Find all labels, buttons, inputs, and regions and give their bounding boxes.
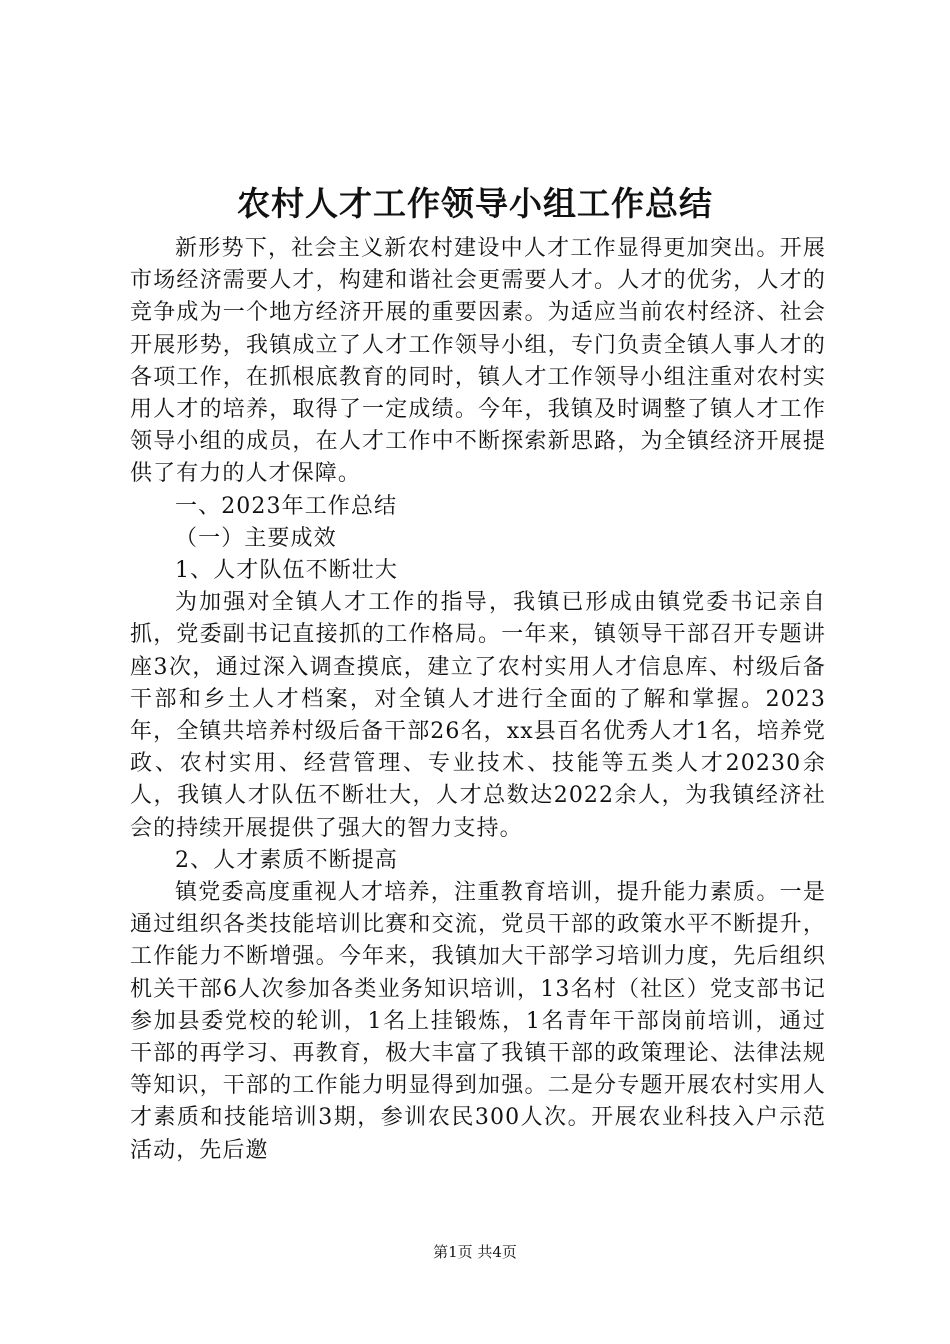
paragraph-item-1: 为加强对全镇人才工作的指导，我镇已形成由镇党委书记亲自抓，党委副书记直接抓的工作格局。一年来，镇领导干部召开专题讲座3次，通过深入调查摸底，建立了农村实用人才信息库、村级后备干部和乡土人才档案，对全镇人才进行全面的了解和掌握。2023年，全镇共培养村级后备干部26名，xx县百名优秀人才1名，培养党政、农村实用、经营管理、专业技术、技能等五类人才20230余人，我镇人才队伍不断壮大，人才总数达2022余人，为我镇经济社会的持续开展提供了强大的智力支持。 — [130, 590, 827, 841]
page-number-footer: 第1页 共4页 — [433, 1243, 517, 1261]
document-title: 农村人才工作领导小组工作总结 — [237, 184, 713, 223]
document-body — [130, 233, 826, 1167]
heading-section-1: 一、2023年工作总结 — [175, 493, 398, 519]
heading-item-1: 1、人才队伍不断壮大 — [175, 558, 398, 584]
paragraph-intro: 新形势下，社会主义新农村建设中人才工作显得更加突出。开展市场经济需要人才，构建和谐社会更需要人才。人才的优劣，人才的竞争成为一个地方经济开展的重要因素。为适应当前农村经济、社会开展形势，我镇成立了人才工作领导小组，专门负责全镇人事人才的各项工作，在抓根底教育的同时，镇人才工作领导小组注重对农村实用人才的培养，取得了一定成绩。今年，我镇及时调整了镇人才工作领导小组的成员，在人才工作中不断探索新思路，为全镇经济开展提供了有力的人才保障。 — [130, 236, 826, 487]
heading-item-2: 2、人才素质不断提高 — [175, 847, 398, 873]
paragraph-item-2: 镇党委高度重视人才培养，注重教育培训，提升能力素质。一是通过组织各类技能培训比赛和交流，党员干部的政策水平不断提升，工作能力不断增强。今年来，我镇加大干部学习培训力度，先后组织机关干部6人次参加各类业务知识培训，13名村（社区）党支部书记参加县委党校的轮训，1名上挂锻炼，1名青年干部岗前培训，通过干部的再学习、再教育，极大丰富了我镇干部的政策理论、法律法规等知识，干部的工作能力明显得到加强。二是分专题开展农村实用人才素质和技能培训3期，参训农民300人次。开展农业科技入户示范活动，先后邀 — [130, 880, 826, 1163]
heading-subsection-1: （一）主要成效 — [175, 525, 337, 551]
